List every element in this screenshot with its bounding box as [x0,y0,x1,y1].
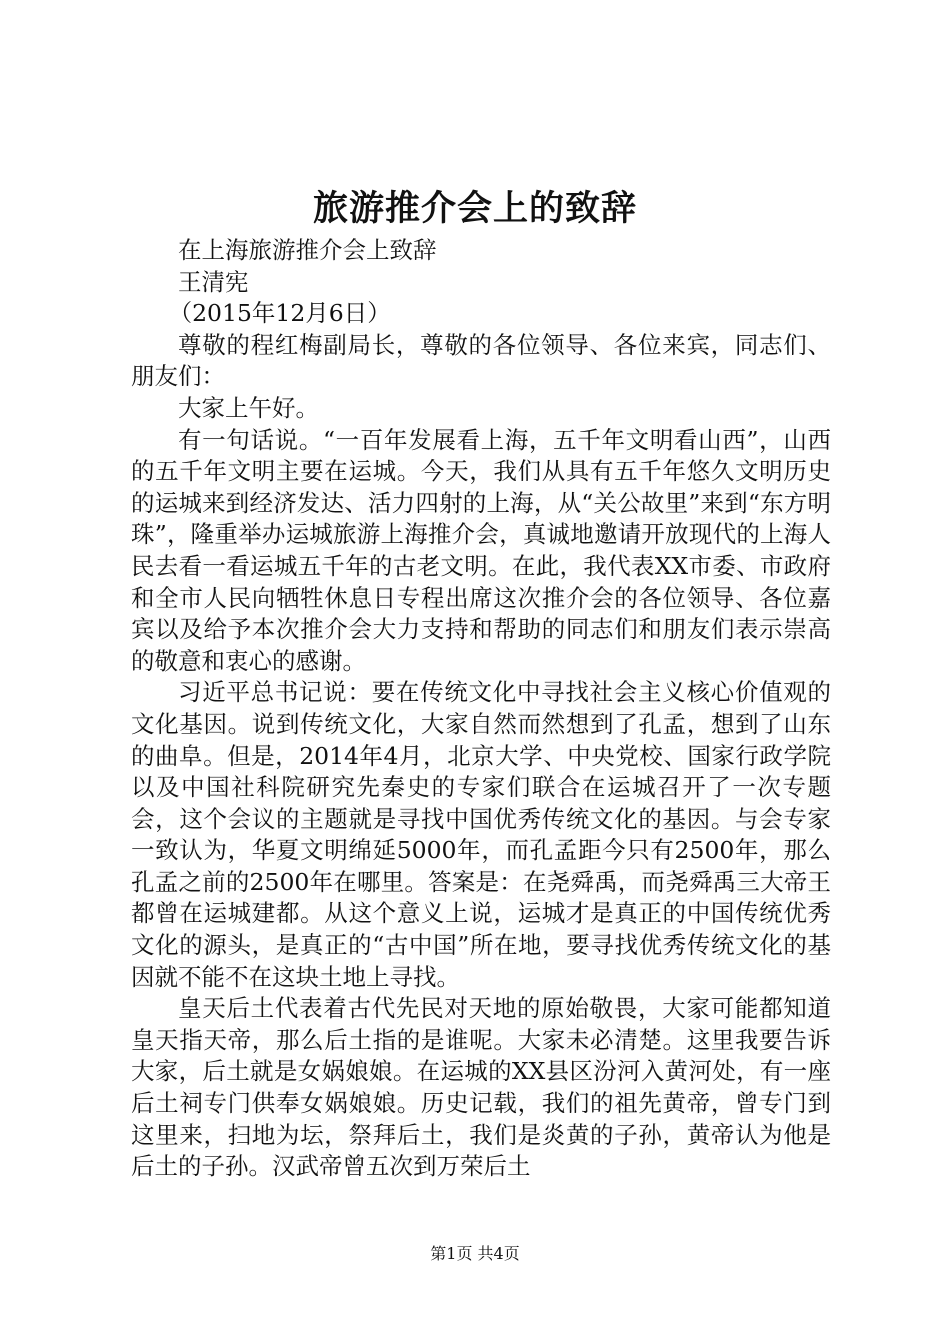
document-body [131,235,831,1183]
body-paragraph: 皇天后土代表着古代先民对天地的原始敬畏，大家可能都知道皇天指天帝，那么后土指的是谁呢。大家未必清楚。这里我要告诉大家，后土就是女娲娘娘。在运城的XX县区汾河入黄河处，有一座后土祠专门供奉女娲娘娘。历史记载，我们的祖先黄帝，曾专门到这里来，扫地为坛，祭拜后土，我们是炎黄的子孙，黄帝认为他是后土的子孙。汉武帝曾五次到万荣后土 [131,994,831,1181]
salutation-paragraph: 尊敬的程红梅副局长，尊敬的各位领导、各位来宾，同志们、朋友们： [131,330,831,391]
author-line: 王清宪 [178,267,249,296]
body-paragraph: 习近平总书记说：要在传统文化中寻找社会主义核心价值观的文化基因。说到传统文化，大家自然而然想到了孔孟，想到了山东的曲阜。但是，2014年4月，北京大学、中央党校、国家行政学院以及中国社科院研究先秦史的专家们联合在运城召开了一次专题会，这个会议的主题就是寻找中国优秀传统文化的基因。与会专家一致认为，华夏文明绵延5000年，而孔孟距今只有2500年，那么孔孟之前的2500年在哪里。答案是：在尧舜禹，而尧舜禹三大帝王都曾在运城建都。从这个意义上说，运城才是真正的中国传统优秀文化的源头，是真正的“古中国”所在地，要寻找优秀传统文化的基因就不能不在这块土地上寻找。 [131,678,831,991]
body-paragraph: 有一句话说。“一百年发展看上海，五千年文明看山西”，山西的五千年文明主要在运城。今天，我们从具有五千年悠久文明历史的运城来到经济发达、活力四射的上海，从“关公故里”来到“东方明珠”，隆重举办运城旅游上海推介会，真诚地邀请开放现代的上海人民去看一看运城五千年的古老文明。在此，我代表XX市委、市政府和全市人民向牺牲休息日专程出席这次推介会的各位领导、各位嘉宾以及给予本次推介会大力支持和帮助的同志们和朋友们表示崇高的敬意和衷心的感谢。 [131,425,831,675]
page-number-footer: 第1页 共4页 [430,1244,520,1263]
subtitle-line: 在上海旅游推介会上致辞 [178,236,437,264]
date-line: （2015年12月6日） [168,299,391,328]
greeting-paragraph: 大家上午好。 [178,393,319,422]
document-title: 旅游推介会上的致辞 [312,188,637,229]
